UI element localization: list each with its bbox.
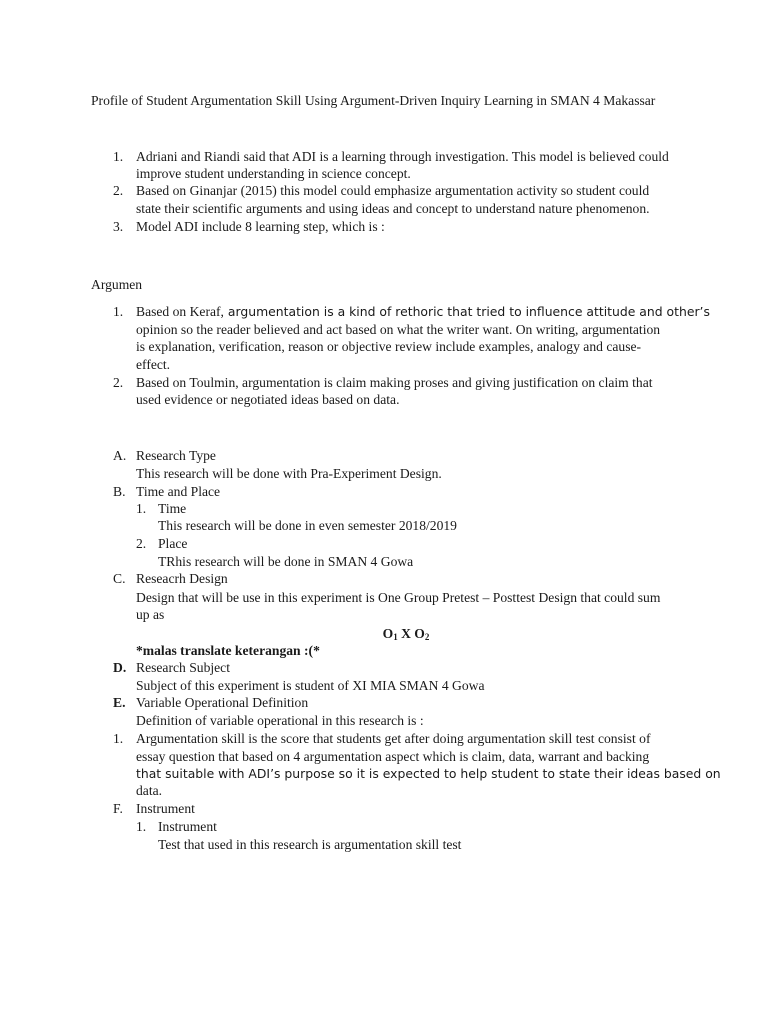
section-b1-number: 1. bbox=[136, 501, 147, 516]
argumen-item-1-line-4: effect. bbox=[136, 357, 171, 372]
section-a-text: This research will be done with Pra-Experiment Design. bbox=[136, 466, 442, 481]
section-a-title: Research Type bbox=[136, 448, 216, 463]
section-b2-title: Place bbox=[158, 536, 188, 551]
section-f-label: F. bbox=[113, 801, 123, 816]
argumen-heading: Argumen bbox=[91, 277, 143, 292]
section-f1-text: Test that used in this research is argumentation skill test bbox=[158, 837, 462, 852]
section-d-title: Research Subject bbox=[136, 660, 230, 675]
section-b1-title: Time bbox=[158, 501, 187, 516]
section-e-text: Definition of variable operational in this research is : bbox=[136, 713, 424, 728]
section-c-text-line-2: up as bbox=[136, 607, 165, 622]
argumen-item-1-sans-text: argumentation is a kind of rethoric that tried to influence attitude and other’s bbox=[223, 304, 710, 319]
section-e1-line-3: that suitable with ADI’s purpose so it is expected to help student to state their ideas based on bbox=[136, 766, 721, 781]
argumen-item-1-number: 1. bbox=[113, 304, 124, 319]
section-e-title: Variable Operational Definition bbox=[136, 695, 309, 710]
adi-item-3-line-1: Model ADI include 8 learning step, which is : bbox=[136, 219, 385, 234]
argumen-item-2-line-2: used evidence or negotiated ideas based on data. bbox=[136, 392, 400, 407]
argumen-item-2-number: 2. bbox=[113, 375, 124, 390]
section-f-title: Instrument bbox=[136, 801, 195, 816]
section-b1-text: This research will be done in even semester 2018/2019 bbox=[158, 518, 457, 533]
document-title: Profile of Student Argumentation Skill Using Argument-Driven Inquiry Learning in SMAN 4 Makassar bbox=[91, 93, 656, 108]
adi-item-2-number: 2. bbox=[113, 183, 124, 198]
formula-subscript-2: 2 bbox=[424, 632, 430, 642]
section-b2-number: 2. bbox=[136, 536, 147, 551]
argumen-item-2-line-1: Based on Toulmin, argumentation is claim making proses and giving justification on claim that bbox=[136, 375, 653, 390]
formula-subscript-1: 1 bbox=[393, 632, 398, 642]
section-b-label: B. bbox=[113, 484, 126, 499]
formula-x-o2: X O bbox=[397, 626, 425, 641]
argumen-item-1-line-3: is explanation, verification, reason or objective review include examples, analogy and cause- bbox=[136, 339, 642, 354]
section-f1-number: 1. bbox=[136, 819, 147, 834]
section-b-title: Time and Place bbox=[136, 484, 221, 499]
formula-o1: O bbox=[382, 626, 394, 641]
section-d-label: D. bbox=[113, 660, 127, 675]
design-note: *malas translate keterangan :(* bbox=[136, 643, 320, 658]
section-e1-line-1: Argumentation skill is the score that students get after doing argumentation skill test consist of bbox=[136, 731, 651, 746]
section-c-text-line-1: Design that will be use in this experiment is One Group Pretest – Posttest Design that could sum bbox=[136, 590, 661, 605]
adi-item-1-line-1: Adriani and Riandi said that ADI is a learning through investigation. This model is believed could bbox=[136, 149, 669, 164]
section-a-label: A. bbox=[113, 448, 127, 463]
adi-item-2-line-2: state their scientific arguments and using ideas and concept to understand nature phenomenon. bbox=[136, 201, 650, 216]
argumen-item-1-line-1 bbox=[136, 303, 710, 321]
section-e1-line-4: data. bbox=[136, 783, 163, 798]
adi-item-1-line-2: improve student understanding in science concept. bbox=[136, 166, 411, 181]
adi-item-1-number: 1. bbox=[113, 149, 124, 164]
argumen-item-1-serif-text: Based on Keraf, bbox=[136, 304, 224, 319]
adi-item-3-number: 3. bbox=[113, 219, 124, 234]
section-e1-line-2: essay question that based on 4 argumentation aspect which is claim, data, warrant and backing bbox=[136, 749, 650, 764]
section-e1-number: 1. bbox=[113, 731, 124, 746]
section-f1-title: Instrument bbox=[158, 819, 217, 834]
section-b2-text: TRhis research will be done in SMAN 4 Gowa bbox=[158, 554, 414, 569]
argumen-item-1-line-2: opinion so the reader believed and act based on what the writer want. On writing, argumentation bbox=[136, 322, 661, 337]
section-c-title: Reseacrh Design bbox=[136, 571, 228, 586]
design-formula bbox=[0, 625, 768, 646]
section-c-label: C. bbox=[113, 571, 126, 586]
section-e-label: E. bbox=[113, 695, 126, 710]
section-d-text: Subject of this experiment is student of XI MIA SMAN 4 Gowa bbox=[136, 678, 485, 693]
adi-item-2-line-1: Based on Ginanjar (2015) this model could emphasize argumentation activity so student could bbox=[136, 183, 650, 198]
